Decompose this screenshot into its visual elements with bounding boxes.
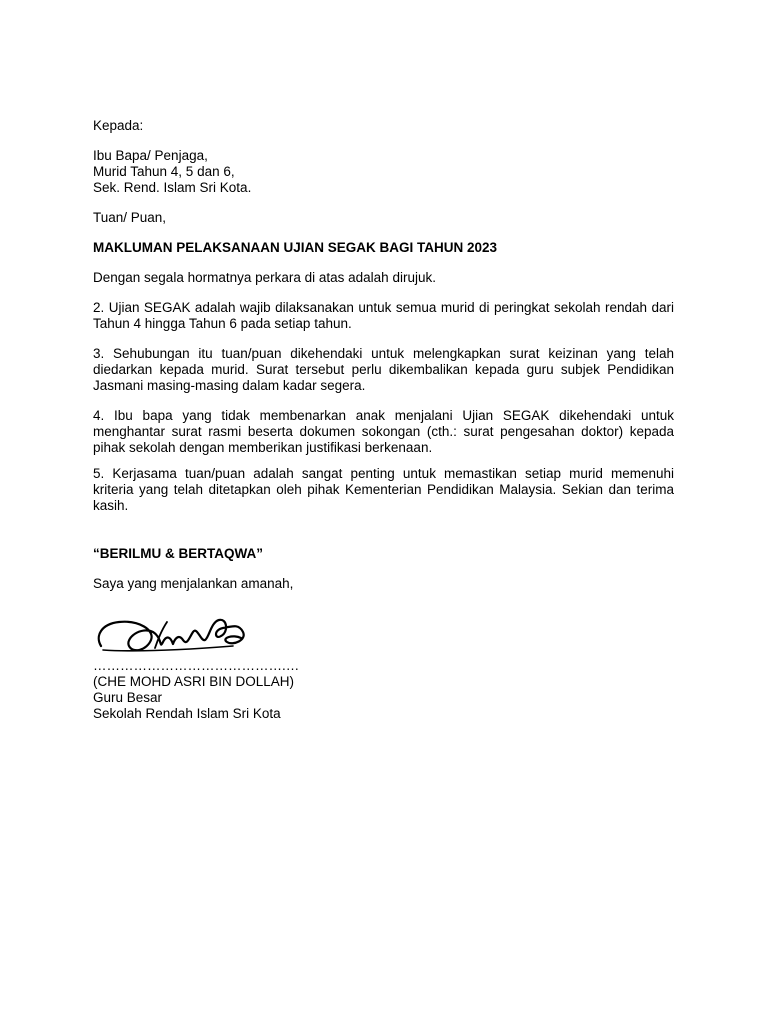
paragraph-4: 4. Ibu bapa yang tidak membenarkan anak menjalani Ujian SEGAK dikehendaki untuk menghantar surat rasmi beserta dokumen sokongan (cth.: surat pengesahan doktor) kepada pihak sekolah dengan memberikan justifikasi berkenaan. — [93, 408, 674, 455]
signature-line: …………………………………….… — [93, 658, 300, 673]
signature-icon — [93, 602, 273, 662]
paragraph-2: 2. Ujian SEGAK adalah wajib dilaksanakan untuk semua murid di peringkat sekolah rendah dari Tahun 4 hingga Tahun 6 pada setiap tahun. — [93, 300, 674, 331]
greeting: Tuan/ Puan, — [93, 210, 167, 225]
recipient-line-2: Murid Tahun 4, 5 dan 6, — [93, 164, 235, 179]
signatory-name: (CHE MOHD ASRI BIN DOLLAH) — [93, 674, 295, 689]
paragraph-3: 3. Sehubungan itu tuan/puan dikehendaki untuk melengkapkan surat keizinan yang telah diedarkan kepada murid. Surat tersebut perlu dikembalikan kepada guru subjek Pendidikan Jasmani masing-masing dalam kadar segera. — [93, 346, 674, 393]
signatory-school: Sekolah Rendah Islam Sri Kota — [93, 706, 281, 721]
closing-phrase: Saya yang menjalankan amanah, — [93, 576, 294, 591]
signatory-title: Guru Besar — [93, 690, 163, 705]
salutation-to: Kepada: — [93, 118, 144, 133]
recipient-block — [93, 148, 674, 196]
paragraph-5: 5. Kerjasama tuan/puan adalah sangat penting untuk memastikan setiap murid memenuhi kriteria yang telah ditetapkan oleh pihak Kementerian Pendidikan Malaysia. Sekian dan terima kasih. — [93, 466, 674, 513]
paragraph-1: Dengan segala hormatnya perkara di atas adalah dirujuk. — [93, 270, 436, 285]
signature-image — [93, 602, 273, 662]
letter-subject: MAKLUMAN PELAKSANAAN UJIAN SEGAK BAGI TAHUN 2023 — [93, 240, 498, 255]
recipient-line-1: Ibu Bapa/ Penjaga, — [93, 148, 208, 163]
school-motto: “BERILMU & BERTAQWA” — [93, 546, 263, 561]
recipient-line-3: Sek. Rend. Islam Sri Kota. — [93, 180, 252, 195]
letter-body — [93, 118, 674, 722]
